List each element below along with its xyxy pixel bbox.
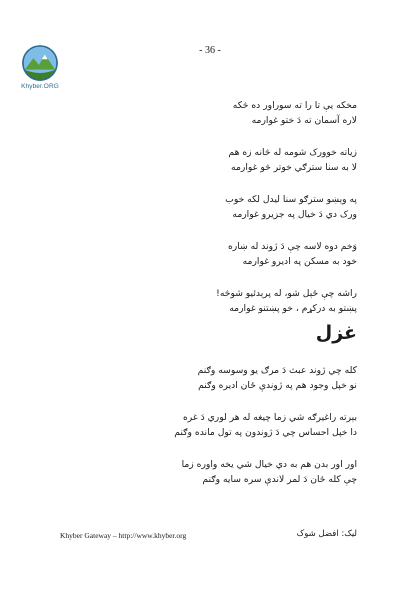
stanza <box>145 458 357 487</box>
verse-line: نو خپل وجود هم په ژوندې ځان اديره وګنم <box>198 379 357 391</box>
verse-line: کله چي ژوند عبث دَ مرګ يو وسوسه وګنم <box>197 365 357 376</box>
poem-upper <box>150 99 357 334</box>
verse-line: پښتو به درکړم ، خو پښتنو غوارمه <box>229 302 357 314</box>
verse-line: وَخم دوه لاسه چې دَ ژوند له ښاره <box>227 241 357 252</box>
verse-line: لاره آسمان ته دَ ختو غوارمه <box>251 114 357 126</box>
verse-line: خود به مسکن په اديرو غوارمه <box>242 255 357 267</box>
logo-caption: Khyber.ORG <box>21 83 59 90</box>
verse-line: بېرته راغيرګه شي زما چيغه له هر لوري دَ غره <box>182 412 357 423</box>
verse-line: زياته خوورک شومه له څانه زه هم <box>228 147 357 158</box>
stanza <box>145 364 357 393</box>
stanza <box>150 99 357 128</box>
verse-line: ورک دي دَ خيال په جزيرو غوارمه <box>232 208 357 220</box>
footer-source: Khyber Gateway – http://www.khyber.org <box>60 531 187 540</box>
ghazal-heading: غزل <box>315 322 357 344</box>
verse-line: په وېښو سترګو سنا ليدل لکه خوب <box>225 194 357 205</box>
verse-line: لا به سنا سترګي خوتر څو غوارمه <box>231 161 357 173</box>
verse-line: راشه چې ځېل شو، له پرېدئيو شوڅه! <box>216 288 357 299</box>
stanza <box>150 240 357 269</box>
stanza <box>150 193 357 222</box>
verse-line: چې کله ځان دَ لمر لاندې سره سايه وګنم <box>202 473 357 485</box>
verse-line: مخکه يې تا را ته سوراور ده څکه <box>232 100 357 111</box>
poem-ghazal <box>145 364 357 505</box>
page-number: - 36 - <box>199 45 221 56</box>
stanza <box>150 146 357 175</box>
stanza <box>145 411 357 440</box>
footer-author: ليک: افضل شوک <box>296 529 357 539</box>
verse-line: اور اور بدن هم به دي خيال شي يخه واوره زما <box>181 459 357 470</box>
stanza <box>150 287 357 316</box>
verse-line: دا خپل احساس چي دَ ژوندون په تول مانده وګنم <box>174 426 357 438</box>
